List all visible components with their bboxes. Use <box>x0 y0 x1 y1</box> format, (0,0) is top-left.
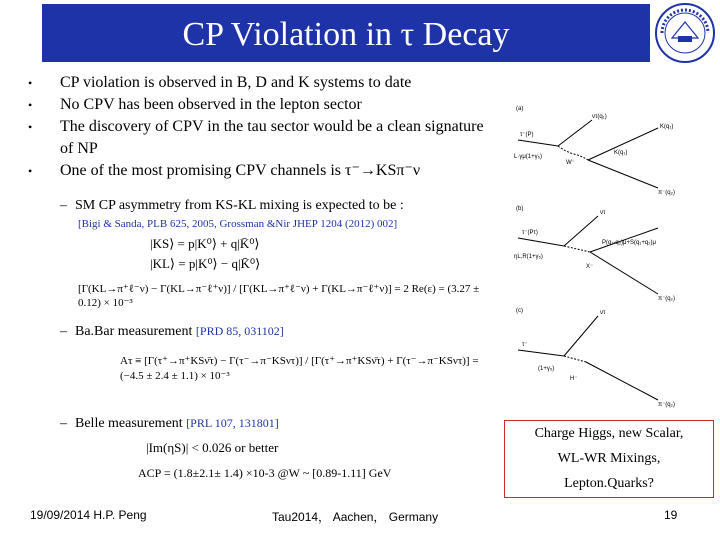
belle-im-eta-equation: |Im(ηS)| < 0.026 or better <box>146 440 279 455</box>
svg-text:π⁻(q₂): π⁻(q₂) <box>658 402 675 408</box>
bullet-list <box>28 72 498 182</box>
svg-text:K(q₁): K(q₁) <box>614 150 628 156</box>
slide-title: CP Violation in τ Decay <box>182 16 510 53</box>
title-bar <box>42 4 650 62</box>
belle-acp-result: ACP = (1.8±2.1± 1.4) ×10-3 @W ~ [0.89-1.11] GeV <box>138 466 392 480</box>
panel-label: (b) <box>516 206 524 212</box>
diagram-panel-b <box>514 206 675 302</box>
belle-subbullet: – Belle measurement [PRL 107, 131801] <box>60 416 279 431</box>
svg-text:τ⁻(P): τ⁻(P) <box>520 132 534 138</box>
kl-asymmetry-equation: [Γ(KL→π⁺ℓ⁻ν) − Γ(KL→π⁻ℓ⁺ν)] / [Γ(KL→π⁺ℓ⁻ν) + Γ(KL→π⁻ℓ⁺ν)] = 2 Re(ε) = (3.27 ± 0.12) × 10⁻³ <box>78 283 480 309</box>
diagram-panel-a <box>514 106 675 196</box>
svg-text:ντ: ντ <box>600 310 606 316</box>
bullet-item: • No CPV has been observed in the lepton sector <box>28 96 362 113</box>
svg-text:ντ(q₁): ντ(q₁) <box>592 114 607 120</box>
new-physics-callout: Charge Higgs, new Scalar, WL-WR Mixings, Lepton.Quarks? <box>504 420 714 498</box>
footer-venue: Tau2014， Aachen， Germany <box>272 510 439 524</box>
svg-text:ηL,R(1+γ₅): ηL,R(1+γ₅) <box>514 254 543 260</box>
babar-subbullet: – Ba.Bar measurement [PRD 85, 031102] <box>60 324 284 339</box>
panel-label: (c) <box>516 308 523 314</box>
svg-text:H⁻: H⁻ <box>570 376 578 382</box>
svg-text:τ⁻: τ⁻ <box>522 342 528 348</box>
svg-text:τ⁻(Pτ): τ⁻(Pτ) <box>522 230 538 236</box>
svg-text:ντ: ντ <box>600 210 606 216</box>
panel-label: (a) <box>516 106 524 112</box>
svg-text:K(q₁): K(q₁) <box>660 124 674 130</box>
svg-text:W⁻: W⁻ <box>566 160 575 166</box>
university-seal-logo <box>654 2 716 64</box>
footer-date-author: 19/09/2014 H.P. Peng <box>30 508 147 522</box>
bullet-item: • CP violation is observed in B, D and K systems to date <box>28 74 412 91</box>
svg-text:π⁻(q₂): π⁻(q₂) <box>658 190 675 196</box>
svg-text:(1+γ₅): (1+γ₅) <box>538 366 555 372</box>
svg-text:π⁻(q₂): π⁻(q₂) <box>658 296 675 302</box>
feynman-diagrams <box>508 100 708 410</box>
svg-text:X⁻: X⁻ <box>586 264 594 270</box>
sm-reference: [Bigi & Sanda, PLB 625, 2005, Grossman &Nir JHEP 1204 (2012) 002] <box>78 218 398 230</box>
diagram-panel-c <box>516 308 675 408</box>
ks-kl-equations: |KS⟩ = p|K⁰⟩ + q|K̄⁰⟩ |KL⟩ = p|K⁰⟩ − q|K̄⁰⟩ <box>150 236 261 271</box>
footer-page-number: 19 <box>664 508 678 522</box>
babar-asymmetry-equation: Aτ ≡ [Γ(τ⁺→π⁺KSν̄τ) − Γ(τ⁻→π⁻KSντ)] / [Γ(τ⁺→π⁺KSν̄τ) + Γ(τ⁻→π⁻KSντ)] = (−4.5 ± 2.4 ± 1.1) × 10⁻³ <box>120 355 479 382</box>
bullet-item: • One of the most promising CPV channels is τ⁻→KSπ⁻ν <box>28 162 421 179</box>
sm-subbullet: – SM CP asymmetry from KS-KL mixing is expected to be : <box>60 198 404 213</box>
bullet-item: • The discovery of CPV in the tau sector would be a clean signature of NP <box>28 118 484 157</box>
svg-text:L·γμ(1+γ₅): L·γμ(1+γ₅) <box>514 154 543 160</box>
svg-text:P(q₁-q₂)μ+S(q₁+q₂)μ: P(q₁-q₂)μ+S(q₁+q₂)μ <box>602 240 656 246</box>
